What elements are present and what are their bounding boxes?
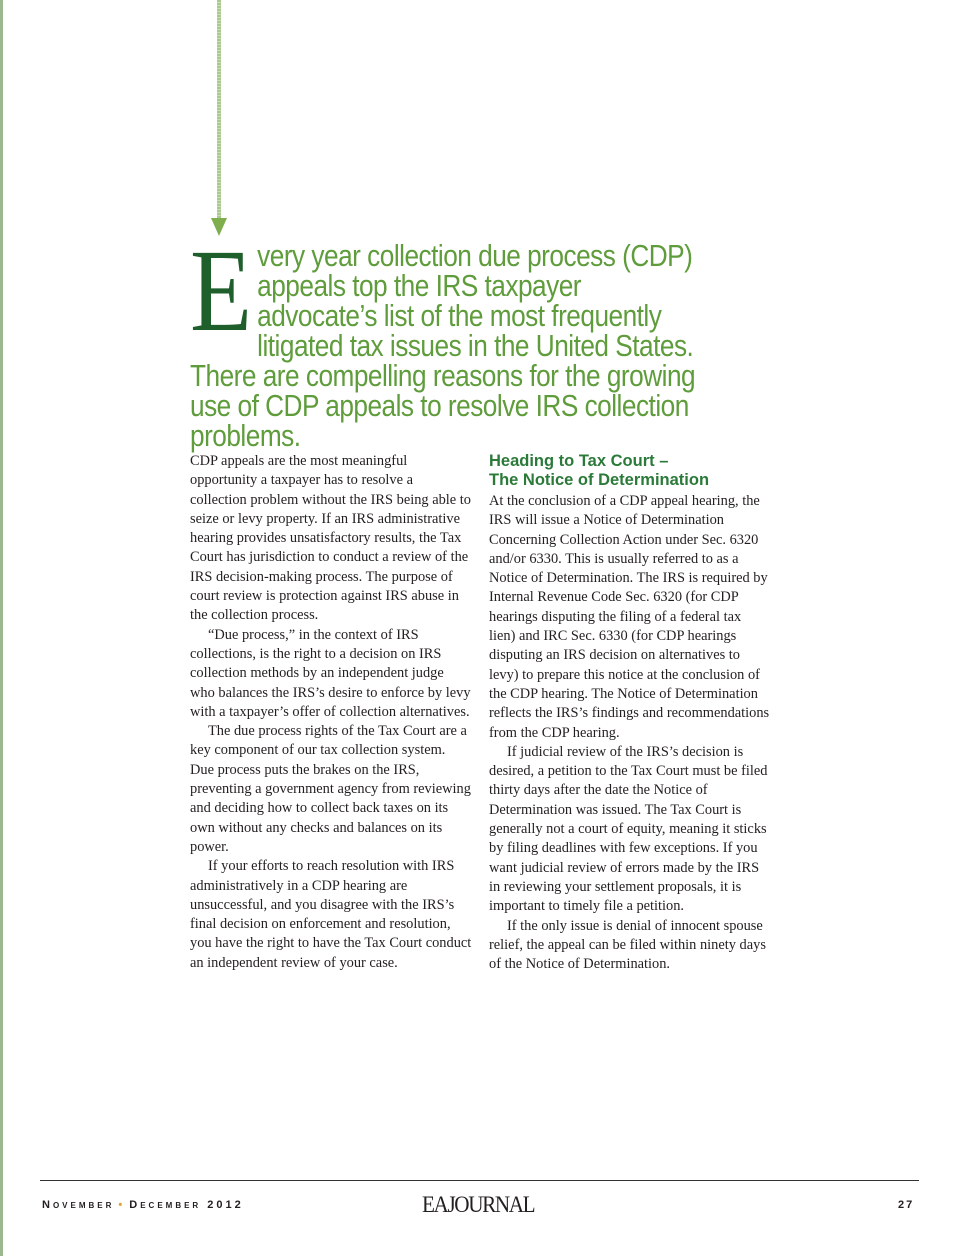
body-paragraph: At the conclusion of a CDP appeal hearing, the IRS will issue a Notice of Determination Concerning Collection Action under Sec. 6320 and/or 6330. This is usually referred to as a Notice of Determination. The IRS is required by Internal Revenue Code Sec. 6320 (for CDP hearings disputing the filing of a federal tax lien) and IRC Sec. 6330 (for CDP hearings disputing an IRS decision on alternatives to levy) to prepare this notice at the conclusion of the CDP hearing. The Notice of Determination reflects the IRS’s findings and recommendations from the CDP hearing. [489, 493, 770, 741]
body-paragraph: CDP appeals are the most meaningful opportunity a taxpayer has to resolve a collection problem without the IRS being able to seize or levy property. If an IRS administrative hearing provides unsatisfactory results, the Tax Court has jurisdiction to conduct a review of the IRS decision-making process. The purpose of court review is protection against IRS abuse in the collection process. [190, 453, 471, 624]
footer-issue-date [42, 1199, 244, 1211]
body-paragraph: If the only issue is denial of innocent spouse relief, the appeal can be filed within ninety days of the Notice of Determination. [489, 917, 766, 973]
intro-deck [190, 225, 706, 453]
section-heading-line1: Heading to Tax Court – [489, 452, 669, 470]
page-number: 27 [898, 1199, 915, 1211]
intro-text: very year collection due process (CDP) appeals top the IRS taxpayer advocate’s list of the most frequently litigated tax issues in the United States. There are compelling reasons for the growing use of CDP appeals to resolve IRS collection problems. [190, 239, 696, 453]
section-heading-line2: The Notice of Determination [489, 471, 710, 489]
body-paragraph: The due process rights of the Tax Court are a key component of our tax collection system. Due process puts the brakes on the IRS, preventing a government agency from reviewing and deciding how to collect back taxes on its own without any checks and balances on its power. [190, 723, 471, 855]
body-paragraph: “Due process,” in the context of IRS collections, is the right to a decision on IRS collection methods by an independent judge who balances the IRS’s desire to enforce by levy with a taxpayer’s offer of collection alternatives. [190, 626, 471, 720]
footer-rule [40, 1180, 919, 1181]
article-left-column [190, 452, 472, 973]
drop-cap: E [190, 225, 253, 356]
decorative-arrow-line [217, 0, 221, 220]
article-right-column [489, 452, 771, 974]
body-paragraph: If judicial review of the IRS’s decision is desired, a petition to the Tax Court must be filed thirty days after the date the Notice of Determination was issued. The Tax Court is generally not a court of equity, meaning it sticks by filing deadlines with few exceptions. If you want judicial review of errors made by the IRS in reviewing your settlement proposals, it is important to timely file a petition. [489, 743, 768, 915]
issue-separator: • [118, 1199, 126, 1211]
page-edge-rule [0, 0, 3, 1256]
section-heading [489, 452, 771, 490]
issue-month: November [42, 1199, 115, 1211]
body-paragraph: If your efforts to reach resolution with IRS administratively in a CDP hearing are unsuccessful, and you disagree with the IRS’s final decision on enforcement and resolution, you have the right to have the Tax Court conduct an independent review of your case. [190, 858, 472, 971]
issue-month-2: December [129, 1199, 202, 1211]
issue-year: 2012 [207, 1199, 244, 1211]
journal-logo: EAJOURNAL [422, 1192, 535, 1217]
